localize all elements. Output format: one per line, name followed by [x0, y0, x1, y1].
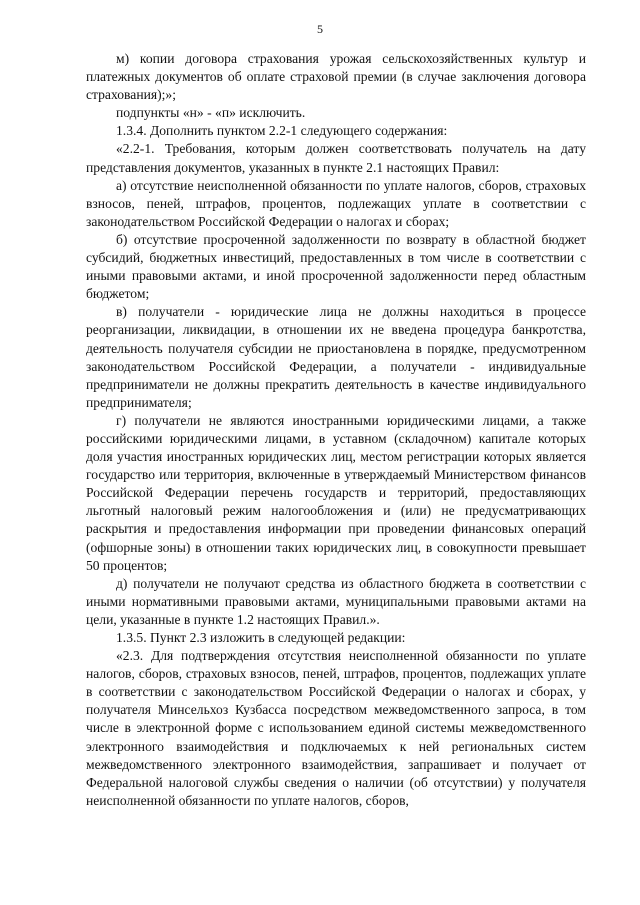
paragraph-g: г) получатели не являются иностранными юридическими лицами, а также российскими юридическими лицами, в уставном (складочном) капитале которых доля участия иностранных юридических лиц, местом регистрации которых является государство или территория, включенные в утверждаемый Министерством финансов Российской Федерации перечень государств и территорий, предоставляющих льготный налоговый режим налогообложения и (или) не предусматривающих раскрытия и предоставления информации при проведении финансовых операций (офшорные зоны) в отношении таких юридических лиц, в совокупности превышает 50 процентов;: [86, 412, 586, 573]
paragraph-2-3: «2.3. Для подтверждения отсутствия неисполненной обязанности по уплате налогов, сборов, страховых взносов, пеней, штрафов, процентов, подлежащих уплате в соответствии с законодательством Российской Федерации о налогах и сборах, у получателя Минсельхоз Кузбасса посредством межведомственного запроса, в том числе в электронной форме с использованием единой системы межведомственного электронного взаимодействия и подключаемых к ней региональных систем межведомственного электронного взаимодействия, запрашивает и получает от Федеральной налоговой службы сведения о наличии (об отсутствии) у получателя неисполненной обязанности по уплате налогов, сборов,: [86, 648, 586, 808]
paragraph-d: д) получатели не получают средства из областного бюджета в соответствии с иными нормативными правовыми актами, муниципальными правовыми актами на цели, указанные в пункте 1.2 настоящих Правил.».: [86, 575, 586, 627]
document-body: [86, 50, 586, 810]
paragraph-m: м) копии договора страхования урожая сельскохозяйственных культур и платежных документов об оплате страховой премии (в случае заключения договора страхования);»;: [86, 51, 586, 103]
paragraph-2-2-1: «2.2-1. Требования, которым должен соответствовать получатель на дату представления документов, указанных в пункте 2.1 настоящих Правил:: [86, 141, 586, 175]
paragraph-exclude: подпункты «н» - «п» исключить.: [116, 105, 306, 121]
paragraph-a: а) отсутствие неисполненной обязанности по уплате налогов, сборов, страховых взносов, пеней, штрафов, процентов, подлежащих уплате в соответствии с законодательством Российской Федерации о налогах и сборах;: [86, 177, 586, 229]
paragraph-b: б) отсутствие просроченной задолженности по возврату в областной бюджет субсидий, бюджетных инвестиций, предоставленных в том числе в соответствии с иными правовыми актами, и иной просроченной задолженности перед областным бюджетом;: [86, 231, 586, 302]
paragraph-1-3-5: 1.3.5. Пункт 2.3 изложить в следующей редакции:: [116, 630, 406, 645]
paragraph-1-3-4: 1.3.4. Дополнить пунктом 2.2-1 следующего содержания:: [116, 123, 448, 139]
paragraph-v: в) получатели - юридические лица не должны находиться в процессе реорганизации, ликвидации, в отношении их не введена процедура банкротства, деятельность получателя субсидии не приостановлена в порядке, предусмотренном законодательством Российской Федерации, а получатели - индивидуальные предприниматели не должны прекратить деятельность в качестве индивидуального предпринимателя;: [86, 304, 586, 410]
page-number: 5: [317, 22, 323, 36]
